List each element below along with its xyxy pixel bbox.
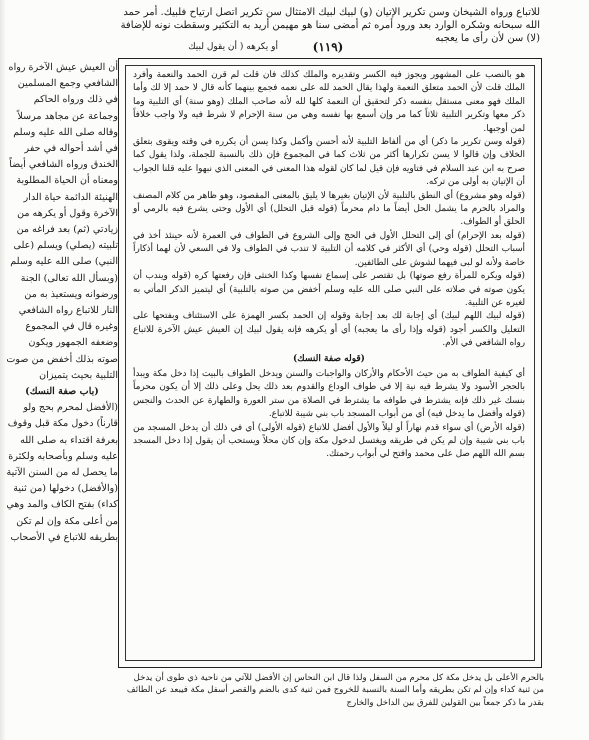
commentary-paragraph: (قوله وسن تكرير ما ذكر) أي من ألفاظ التلبية لأنه أحسن وأكمل وكذا يسن أن يكرره في وقته ويقوى بتعلق الخلاف وإن قالوا لا يسن تكرارها أكثر من ثلاث كما في المجموع فإن ذلك بالنسبة للجملة، ولذا يقول كما صرح به ابن عبد السلام في فتاويه فإن قيل لما كان لقوله هذا المعنى في المعنى الذي نبهوا عليه قلنا الجواب أن الإتيان به أولى من تركه. — [133, 137, 525, 188]
main-text-column — [6, 60, 118, 546]
commentary-paragraph: (قوله ويكره للمرأة رفع صوتها) بل تقتصر على إسماع نفسها وكذا الخنثى فإن رفعتها كره (قوله ويندب أن يكون صوته في صلاته على النبي صلى الله عليه وسلم أخفض من صوته بالتلبية) أي ليتميز الذكر المأتي به لغيره عن التلبية. — [133, 271, 525, 308]
main-text-paragraph: (الأفضل لمحرم بحج ولو قارناً) دخول مكة قبل وقوف بعرفة اقتداء به صلى الله عليه وسلم وبأصحابه ولكثرة ما يحصل له من السنن الآتية (والأفضل) دخولها (من ثنية كداء) بفتح الكاف والمد وهي من أعلى مكة وإن لم تكن بطريقه للاتباع في الأصحاب — [6, 402, 118, 543]
commentary-text — [133, 69, 525, 462]
commentary-paragraph: (قوله لبيك اللهم لبيك) أي إجابة لك بعد إجابة وقوله إن الحمد بكسر الهمزة على الاستئناف وبفتحها على التعليل والكسر أجود (قوله وإذا رأى ما يعجبه) أي أو يكرهه فإنه يقول لبيك إن العيش عيش الآخرة للاتباع رواه الشافعي في الأم. — [133, 311, 525, 349]
commentary-paragraph: (قوله وهو مشروع) أي النطق بالتلبية لأن الإتيان بغيرها لا يليق بالمعنى المقصود، وهو ظاهر من كلام المصنف والمراد بالحرم ما يشمل الحل أيضاً ما دام محرماً (قوله قبل التحلل) أي الأول وحتى يشرع فيه بالرمي أو الحلق أو الطواف. — [133, 190, 525, 228]
bottom-footnote — [120, 672, 544, 709]
top-margin-gloss: للاتباع ورواه الشيخان وسن تكرير الإتيان (و) لبيك لبيك الامتثال سن تكرير اتصل ارتياح فلبيك. أمر حمد الله سبحانه وشكره الوارد بعد ورود أمره ثم أمضى سنا هو مهيمن أريد به التكثير وسقطت نونه للإضافة (لا) سن لأن رأى ما يعجبه — [120, 7, 540, 44]
commentary-paragraph: (قوله بعد الإحرام) أي إلى التحلل الأول في الحج وإلى الشروع في الطواف في العمرة لأنه حينئذ أخذ في أسباب التحلل (قوله وحي) أي الأكثر في كلامه أن التلبية لا تندب في الطواف ولا في السعي لأن لهما أذكاراً خاصة ولأنه لو لبى فيهما لشوش على الطائفين. — [133, 230, 525, 268]
commentary-paragraph: (قوله الأرض) أي سواء قدم نهاراً أو ليلاً والأول أفضل للاتباع (قوله الأولى) أي في ذلك أن يدخل المسجد من باب بني شيبة وإن لم يكن في طريقه ويغتسل لدخول مكة وإن كان محلاً ويستحب أن يقول إذا دخل المسجد بسم الله اللهم صل على محمد وافتح لي أبواب رحمتك. — [133, 422, 525, 460]
page-header — [118, 40, 542, 60]
commentary-paragraph: أي كيفية الطواف به من حيث الأحكام والأركان والواجبات والسنن ويدخل الطواف بالبيت إذا دخل مكة ويبدأ بالحجر الأسود ولا يشرط فيه نية إلا في طواف الوداع والقدوم بعد ذلك يحل وعلى ذلك إلا أن يكون محرماً بنسك غير ذلك فإنه يشترط في طوافه ما يشترط في الصلاة من ستر العورة والطهارة عن الحدث والنجس (قوله وأفضل ما يدخل فيه) أي من أبواب المسجد باب بني شيبة للاتباع. — [133, 368, 525, 420]
chapter-heading: (باب صفة النسك) — [25, 386, 99, 398]
footnote-paragraph: بالحرم الأعلى بل يدخل مكة كل محرم من السفل ولذا قال ابن النحاس إن الأفضل للآتي من ناحية ذي طوى أن يدخل من ثنية كداء وإن لم تكن بطريقه وأما السنة بالنسبة للخروج فمن ثنية كدى بالضم والقصر أسفل مكة فيبعد عن الطائف بقدر ما ذكر جمعاً بين القولين للفرق بين الداخل والخارج — [126, 673, 544, 708]
section-heading: (قوله صفة النسك) — [293, 353, 365, 364]
main-text-paragraph: أن العيش عيش الآخرة رواه الشافعي وجمع المسلمين في ذلك ورواه الحاكم وجماعة عن مجاهد مرسلاً وقاله صلى الله عليه وسلم في أشد أحواله في حفر الخندق ورواه الشافعي أيضاً ومعناه أن الحياة المطلوبة الهنيئة الدائمة حياة الدار الآخرة وقول أو يكرهه من زيادتي (ثم) بعد فراغه من تلبيته (يصلي) ويسلم (على النبي) صلى الله عليه وسلم (وبسأل الله تعالى) الجنة ورضوانه ويستعيذ به من النار للاتباع رواه الشافعي وغيره قال في المجموع وضعفه الجمهور ويكون صوته بذلك أخفض من صوت التلبية بحيث يتميزان — [6, 62, 118, 381]
commentary-frame — [118, 58, 542, 668]
header-side-note: أو يكرهه ( أن يقول لبيك — [188, 42, 278, 52]
page-number: (١١٩) — [312, 40, 344, 54]
commentary-paragraph: هو بالنصب على المشهور ويجوز فيه الكسر وتقديره والملك كذلك فان قلت لم قرن الحمد والنعمة وأفرد الملك قلت لأن الحمد متعلق النعمة ولهذا يقال الحمد لله على نعمه فجمع بينهما كأنه قال لا حمد إلا لك وأما الملك فهو معنى مستقل بنفسه ذكر لتحقيق أن النعمة كلها لله لأنه صاحب الملك (وهو سنة) أي التلبية وما ذكر معها وتكرير التلبية ثلاثاً كما مر وإن أسمع بها نفسه وهي من سنة الإحرام لا شرط فيه ولا واجب خلافاً لمن أوجبها. — [133, 70, 525, 134]
